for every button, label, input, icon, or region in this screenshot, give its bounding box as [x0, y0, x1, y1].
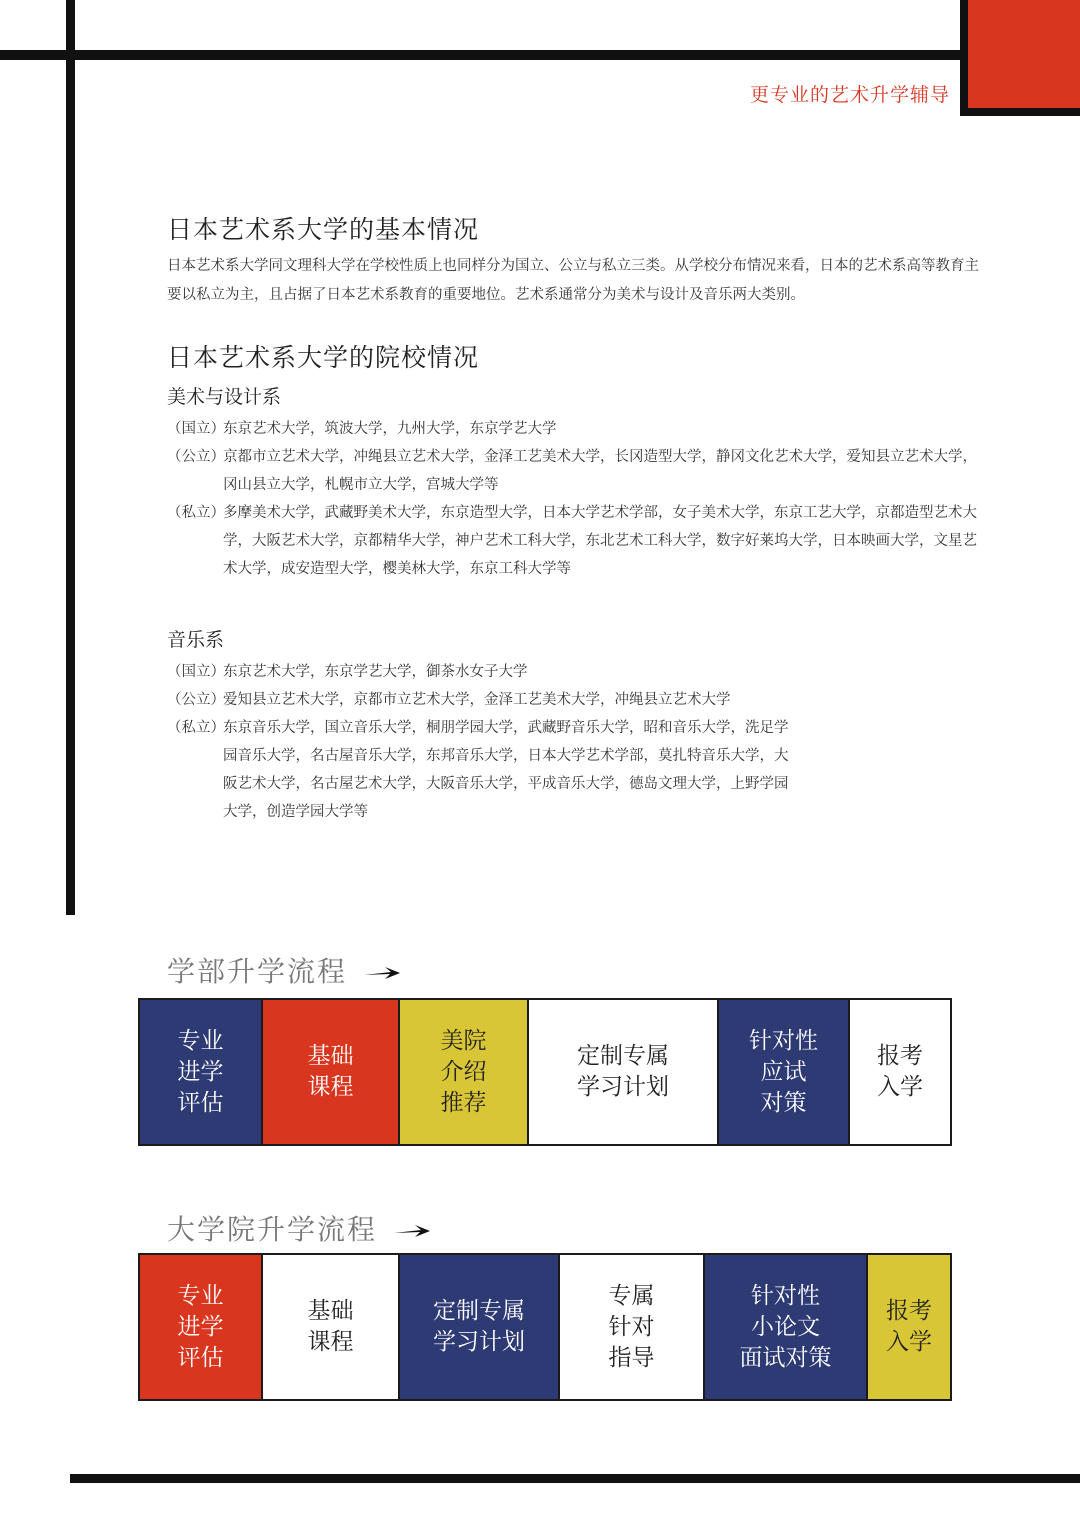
step-label: 针对性 应试 对策 — [749, 1027, 818, 1116]
step-label: 针对性 小论文 面试对策 — [739, 1282, 832, 1371]
step-label: 专属 针对 指导 — [608, 1282, 655, 1371]
step-label: 报考 入学 — [886, 1298, 932, 1355]
entry-text: 东京艺术大学，东京学艺大学，御茶水女子大学 — [223, 664, 528, 680]
undergrad-step-1 — [140, 1000, 263, 1144]
entry-text: 东京音乐大学，国立音乐大学，桐朋学园大学，武藏野音乐大学，昭和音乐大学，洗足学园音乐大学，名古屋音乐大学，东邦音乐大学，日本大学艺术学部，莫扎特音乐大学，大阪艺术大学，名古屋艺术大学，大阪音乐大学，平成音乐大学，德岛文理大学，上野学园大学，创造学园大学等 — [223, 720, 789, 820]
entry-label: （私立） — [167, 505, 225, 521]
arrow-right-icon — [363, 966, 401, 980]
section-schools-title: 日本艺术系大学的院校情况 — [167, 343, 480, 372]
entry-label: （私立） — [167, 720, 225, 736]
frame-bottom-bar — [70, 1474, 1080, 1483]
section-basic-title: 日本艺术系大学的基本情况 — [167, 215, 480, 244]
arrow-right-icon — [393, 1224, 431, 1238]
main-content — [167, 210, 987, 826]
music-national-entry — [167, 658, 793, 686]
grad-step-3 — [400, 1255, 560, 1399]
undergrad-step-2 — [263, 1000, 400, 1144]
step-label: 基础 课程 — [307, 1298, 354, 1355]
frame-top-bar — [0, 50, 1080, 60]
entry-text: 京都市立艺术大学，冲绳县立艺术大学，金泽工艺美术大学，长冈造型大学，静冈文化艺术大学，爱知县立艺术大学，冈山县立大学，札幌市立大学，宫城大学等 — [223, 449, 977, 493]
section-basic-body: 日本艺术系大学同文理科大学在学校性质上也同样分为国立、公立与私立三类。从学校分布情况来看，日本的艺术系高等教育主要以私立为主，且占据了日本艺术系教育的重要地位。艺术系通常分为美术与设计及音乐两大类别。 — [167, 258, 979, 303]
grad-flow-title — [167, 1208, 431, 1248]
step-label: 基础 课程 — [307, 1043, 354, 1100]
frame-left-bar — [66, 0, 75, 915]
music-public-entry — [167, 686, 793, 714]
undergrad-flow — [138, 998, 952, 1146]
entry-label: （公立） — [167, 692, 225, 708]
frame-red-block — [968, 0, 1080, 108]
grad-step-1 — [140, 1255, 263, 1399]
step-label: 专业 进学 评估 — [177, 1027, 224, 1116]
grad-step-5 — [705, 1255, 868, 1399]
undergrad-step-3 — [400, 1000, 529, 1144]
art-private-entry — [167, 499, 987, 583]
step-label: 报考 入学 — [877, 1043, 923, 1100]
art-public-entry — [167, 443, 987, 499]
grad-step-2 — [263, 1255, 400, 1399]
music-heading: 音乐系 — [167, 629, 225, 651]
entry-label: （公立） — [167, 449, 225, 465]
step-label: 定制专属 学习计划 — [577, 1043, 669, 1100]
art-design-heading: 美术与设计系 — [167, 386, 282, 408]
art-national-entry — [167, 415, 987, 443]
entry-text: 爱知县立艺术大学，京都市立艺术大学，金泽工艺美术大学，冲绳县立艺术大学 — [223, 692, 731, 708]
entry-text: 多摩美术大学，武藏野美术大学，东京造型大学，日本大学艺术学部，女子美术大学，东京工艺大学，京都造型艺术大学，大阪艺术大学，京都精华大学，神户艺术工科大学，东北艺术工科大学，数字好莱坞大学，日本映画大学，文星艺术大学，成安造型大学，樱美林大学，东京工科大学等 — [223, 505, 977, 577]
undergrad-flow-title-text: 学部升学流程 — [167, 955, 348, 988]
grad-step-6 — [868, 1255, 950, 1399]
frame-right-divider — [960, 0, 968, 116]
step-label: 定制专属 学习计划 — [433, 1298, 525, 1355]
grad-flow-title-text: 大学院升学流程 — [167, 1213, 378, 1246]
grad-flow — [138, 1253, 952, 1401]
entry-text: 东京艺术大学，筑波大学，九州大学，东京学艺大学 — [223, 421, 557, 437]
header-tagline: 更专业的艺术升学辅导 — [749, 84, 950, 106]
undergrad-flow-title — [167, 950, 401, 990]
step-label: 美院 介绍 推荐 — [440, 1027, 487, 1116]
music-private-entry — [167, 714, 793, 826]
undergrad-step-5 — [719, 1000, 850, 1144]
undergrad-step-6 — [850, 1000, 950, 1144]
entry-label: （国立） — [167, 664, 225, 680]
grad-step-4 — [560, 1255, 705, 1399]
frame-red-underline — [960, 108, 1080, 116]
entry-label: （国立） — [167, 421, 225, 437]
undergrad-step-4 — [529, 1000, 719, 1144]
step-label: 专业 进学 评估 — [177, 1282, 224, 1371]
